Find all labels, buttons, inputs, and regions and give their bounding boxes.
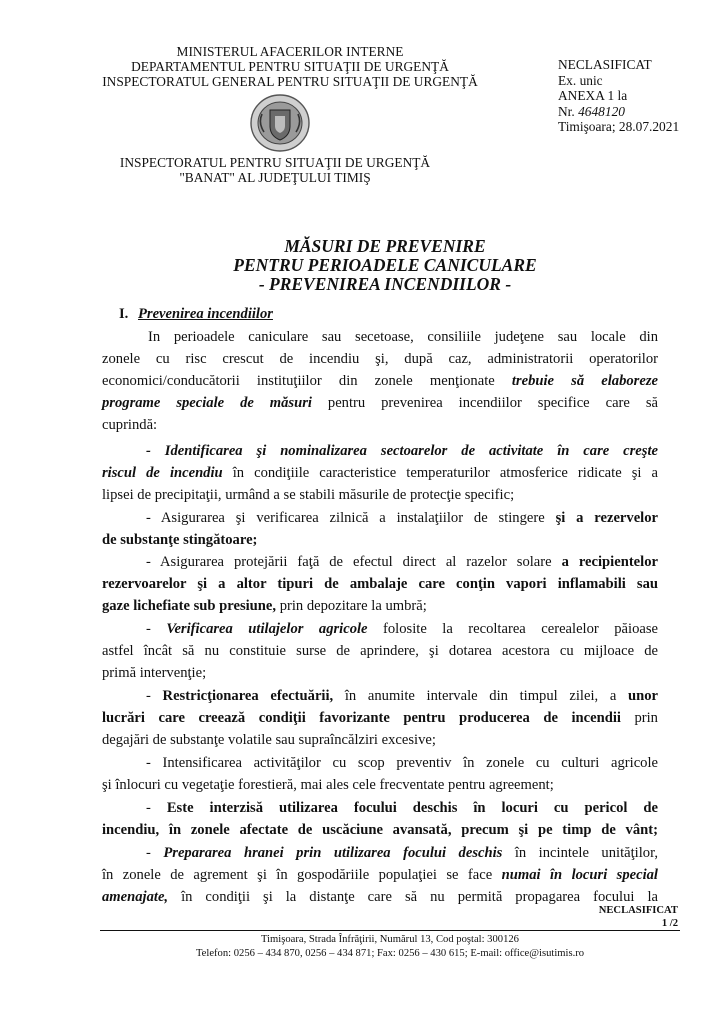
body-line: rezervoarelor şi a altor tipuri de ambalaje care conţin vapori inflamabili sau bbox=[102, 576, 658, 592]
body-line: - Restricţionarea efectuării, în anumite intervale din timpul zilei, a unor bbox=[146, 688, 658, 704]
county-inspectorate-line: INSPECTORATUL PENTRU SITUAŢII DE URGENŢĂ bbox=[119, 155, 431, 170]
coat-of-arms-icon bbox=[248, 92, 312, 154]
body-line: - Verificarea utilajelor agricole folosite la recoltarea cerealelor păioase bbox=[146, 621, 659, 637]
body-line: în zonele de agrement şi în gospodăriile populaţiei se face numai în locuri special bbox=[102, 867, 658, 883]
body-line: cuprindă: bbox=[102, 417, 158, 433]
county-name-line: "BANAT" AL JUDEŢULUI TIMIŞ bbox=[179, 170, 371, 185]
title-line: - PREVENIREA INCENDIILOR - bbox=[258, 274, 512, 294]
classification-label: NECLASIFICAT bbox=[558, 57, 652, 72]
registration-number: Nr. 4648120 bbox=[558, 103, 625, 119]
body-line: - Intensificarea activităţilor cu scop preventiv în zonele cu culturi agricole bbox=[146, 755, 658, 771]
body-line: - Asigurarea şi verificarea zilnică a instalaţiilor de stingere şi a rezervelor bbox=[146, 510, 659, 526]
title-line: MĂSURI DE PREVENIRE bbox=[284, 236, 486, 256]
page-number: 1 /2 bbox=[661, 918, 678, 929]
body-line: şi înlocuri cu vegetaţie forestieră, mai ales cele frecventate pentru agreement; bbox=[102, 777, 554, 793]
department-line: DEPARTAMENTUL PENTRU SITUAŢII DE URGENŢĂ bbox=[131, 59, 449, 74]
section-heading bbox=[119, 303, 273, 325]
footer-divider bbox=[100, 930, 680, 931]
body-line: amenajate, în condiţii şi la distanţe care să nu permită propagarea focului la bbox=[102, 889, 658, 905]
body-line: primă intervenţie; bbox=[102, 665, 207, 681]
body-line: programe speciale de măsuri pentru prevenirea incendiilor specifice care să bbox=[102, 395, 658, 411]
body-line: In perioadele caniculare sau secetoase, consiliile judeţene sau locale din bbox=[148, 329, 658, 345]
body-line: incendiu, în zonele afectate de uscăciune avansată, precum şi pe timp de vânt; bbox=[102, 822, 658, 838]
body-line: - Asigurarea protejării faţă de efectul direct al razelor solare a recipientelor bbox=[146, 554, 658, 570]
county-inspectorate bbox=[110, 155, 440, 185]
footer-address: Timişoara, Strada Înfrăţirii, Numărul 13, Cod poştal: 300126 bbox=[261, 934, 519, 945]
body-line: degajări de substanţe volatile sau supraîncălziri excesive; bbox=[102, 732, 436, 748]
body-line: riscul de incendiu în condiţiile caracteristice temperaturilor atmosferice ridicate şi a bbox=[102, 465, 659, 481]
copy-label: Ex. unic bbox=[558, 72, 603, 88]
body-line: lucrări care creează condiţii favorizante pentru producerea de incendii prin bbox=[102, 710, 658, 726]
place-date: Timişoara; 28.07.2021 bbox=[558, 119, 680, 134]
body-line: - Identificarea şi nominalizarea sectoarelor de activitate în care creşte bbox=[146, 443, 658, 459]
body-line: lipsei de precipitaţii, urmând a se stabili măsurile de protecţie specific; bbox=[102, 487, 515, 503]
footer-contacts: Telefon: 0256 – 434 870, 0256 – 434 871; Fax: 0256 – 430 615; E-mail: office@isutimis.ro bbox=[195, 948, 585, 959]
body-line: economici/conducătorii instituţiilor din zonele menţionate trebuie să elaboreze bbox=[102, 373, 658, 389]
body-line: de substanţe stingătoare; bbox=[102, 532, 258, 548]
classification-block bbox=[558, 57, 679, 135]
general-inspectorate-line: INSPECTORATUL GENERAL PENTRU SITUAŢII DE URGENŢĂ bbox=[102, 74, 478, 89]
body-line: - Este interzisă utilizarea focului deschis în locuri cu pericol de bbox=[146, 800, 658, 816]
section-title: Prevenirea incendiilor bbox=[137, 306, 273, 322]
ministry-line: MINISTERUL AFACERILOR INTERNE bbox=[176, 44, 404, 59]
annex-label: ANEXA 1 la bbox=[558, 88, 628, 103]
ministry-header bbox=[80, 44, 500, 89]
title-line: PENTRU PERIOADELE CANICULARE bbox=[233, 255, 537, 275]
document-title bbox=[150, 237, 620, 294]
body-line: zonele cu risc crescut de incendiu şi, după caz, administratorii operatorilor bbox=[102, 351, 658, 367]
section-number: I. bbox=[119, 306, 129, 322]
body-line: astfel încât să nu constituie surse de aprindere, şi dotarea acestora cu mijloace de bbox=[102, 643, 658, 659]
footer-classification: NECLASIFICAT bbox=[598, 905, 678, 916]
body-line: gaze lichefiate sub presiune, prin depozitare la umbră; bbox=[102, 598, 427, 614]
body-line: - Prepararea hranei prin utilizarea focului deschis în incintele unităţilor, bbox=[146, 845, 658, 861]
